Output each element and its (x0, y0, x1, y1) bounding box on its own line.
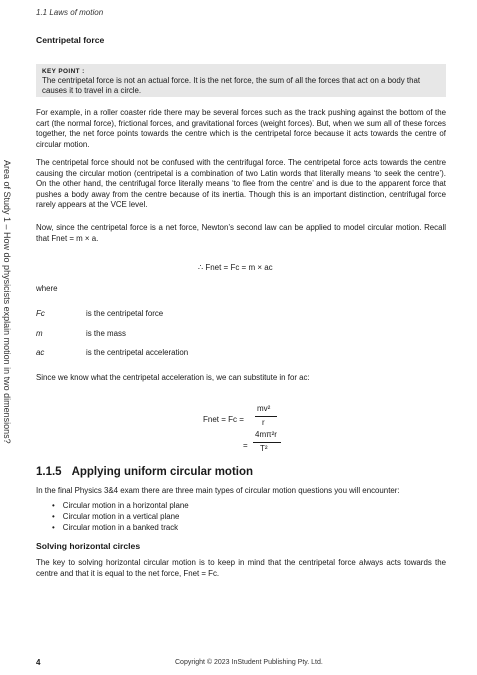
copyright: Copyright © 2023 InStudent Publishing Pty. Ltd. (175, 659, 323, 666)
definition-desc: is the centripetal force (86, 309, 164, 318)
fraction-denominator: r (262, 418, 265, 427)
where-label: where (36, 284, 58, 293)
paragraph-3: Now, since the centripetal force is a net force, Newton’s second law can be applied to model circular motion. Recall that Fnet = m × a. (36, 223, 446, 243)
list-item: • Circular motion in a vertical plane (52, 511, 189, 522)
section-title: Centripetal force (36, 35, 105, 45)
running-header: 1.1 Laws of motion (36, 8, 104, 17)
intro-text: In the final Physics 3&4 exam there are three main types of circular motion questions you will encounter: (36, 486, 400, 495)
formula-newton: ∴ Fnet = Fc = m × ac (198, 263, 273, 272)
fraction-bar (255, 416, 277, 417)
bullet-list (52, 500, 189, 534)
definition-symbol: m (36, 329, 43, 338)
substitute-text: Since we know what the centripetal acceleration is, we can substitute in for ac: (36, 373, 310, 382)
fraction-numerator: 4mπ²r (255, 430, 277, 439)
key-point-text: The centripetal force is not an actual force. It is the net force, the sum of all the forces that act on a body that causes it to travel in a circle. (42, 76, 421, 96)
side-label: Area of Study 1 – How do physicists explain motion in two dimensions? (2, 160, 12, 444)
subheading: Solving horizontal circles (36, 541, 141, 551)
subsection-number: 1.1.5 (36, 466, 62, 478)
subsection-title: Applying uniform circular motion (71, 466, 254, 478)
key-point-box (36, 64, 446, 97)
final-paragraph: The key to solving horizontal circular motion is to keep in mind that the centripetal force always acts towards the centre and that it is equal to the net force, Fnet = Fc. (36, 558, 446, 578)
formula-equals: = (243, 441, 248, 450)
paragraph-2: The centripetal force should not be confused with the centrifugal force. The centripetal force acts towards the centre causing the circular motion (centripetal is a combination of two Latin words that literally means ‘to seek the centre’). On the other hand, the centrifugal force literally means ‘to flee from the centre’ and is due to the apparent force that pushes a body away from the centre because of its inertia. Though this is an important distinction, centrifugal force rarely appears at the VCE level. (36, 158, 446, 210)
definition-desc: is the centripetal acceleration (86, 348, 189, 357)
list-item: • Circular motion in a banked track (52, 522, 189, 533)
definition-desc: is the mass (86, 329, 126, 338)
fraction-bar (253, 442, 281, 443)
fraction-numerator: mv² (257, 404, 271, 413)
paragraph-1: For example, in a roller coaster ride there may be several forces such as the track pushing against the bottom of the cart (the normal force), frictional forces, and gravitational forces (weight forces). But, when we sum all of these forces together, the net force points towards the centre which is the centripetal force because it acts towards the centre of circular motion. (36, 108, 446, 149)
subsection-heading (36, 466, 253, 478)
definition-symbol: ac (36, 348, 45, 357)
fraction-denominator: T² (260, 444, 268, 453)
list-item: • Circular motion in a horizontal plane (52, 500, 189, 511)
formula-lhs: Fnet = Fc = (203, 415, 244, 424)
formula-centripetal (203, 402, 313, 462)
page-number: 4 (36, 658, 41, 667)
definition-symbol: Fc (36, 309, 45, 318)
key-point-label: KEY POINT : (42, 68, 85, 75)
